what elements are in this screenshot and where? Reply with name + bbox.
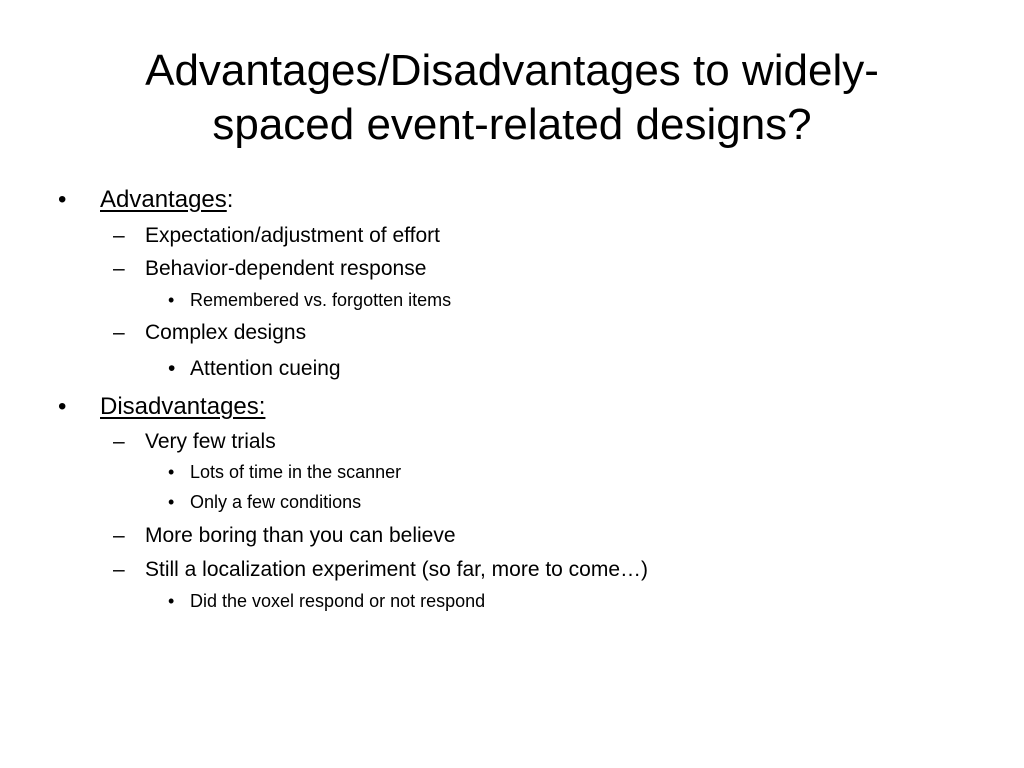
list-item [168,492,362,512]
list-item-text: Lots of time in the scanner [190,462,402,482]
list-item-text: Complex designs [145,321,307,344]
list-item [168,462,402,482]
list-item [113,321,307,344]
list-item [113,558,649,581]
list-item-text: Still a localization experiment (so far, more to come…) [145,558,649,581]
bullet-marker: • [168,290,175,310]
title-line-2: spaced event-related designs? [212,100,812,149]
list-item-text: Remembered vs. forgotten items [190,290,452,310]
dash-marker: – [113,321,125,344]
dash-marker: – [113,524,125,547]
list-item [113,257,427,280]
bullet-advantages [58,186,234,213]
list-item [168,357,341,380]
dash-marker: – [113,558,125,581]
list-item-text: Expectation/adjustment of effort [145,224,440,247]
list-item [113,224,440,247]
disadvantages-heading: Disadvantages: [100,393,266,420]
title-line-1: Advantages/Disadvantages to widely- [145,46,879,95]
dash-marker: – [113,224,125,247]
list-item-text: Behavior-dependent response [145,257,427,280]
list-item-text: Attention cueing [190,357,341,380]
list-item [113,430,276,453]
bullet-marker: • [168,357,176,380]
bullet-marker: • [168,492,175,512]
list-item-text: Very few trials [145,430,276,453]
list-item [168,290,452,310]
list-item [113,524,456,547]
bullet-marker: • [168,462,175,482]
list-item-text: Only a few conditions [190,492,362,512]
bullet-marker: • [58,393,67,420]
list-item [168,591,486,611]
list-item-text: More boring than you can believe [145,524,456,547]
advantages-heading-colon: : [226,186,234,213]
bullet-disadvantages [58,393,266,420]
dash-marker: – [113,430,125,453]
dash-marker: – [113,257,125,280]
bullet-marker: • [58,186,67,213]
list-item-text: Did the voxel respond or not respond [190,591,486,611]
advantages-heading: Advantages [100,186,227,213]
bullet-marker: • [168,591,175,611]
slide-title [100,44,924,152]
